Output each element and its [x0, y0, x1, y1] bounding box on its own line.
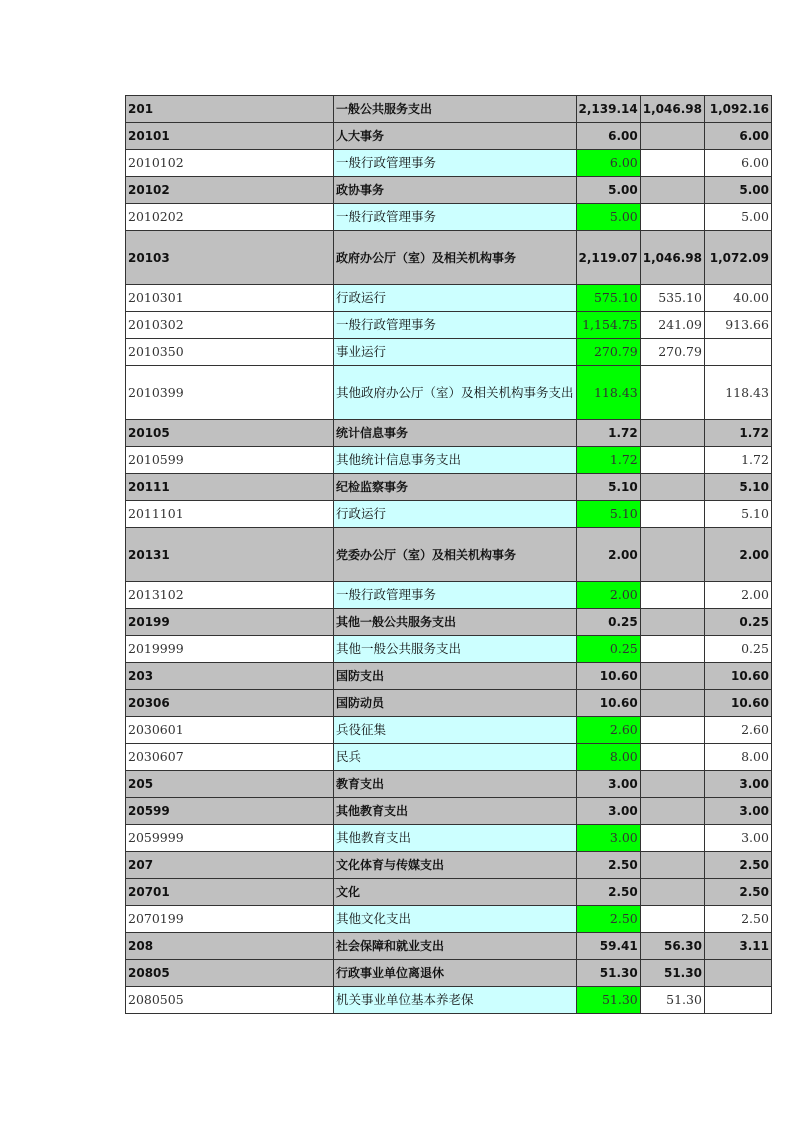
name-cell: 教育支出 [334, 771, 577, 798]
total-cell: 2.00 [576, 582, 640, 609]
basic-cell [640, 663, 704, 690]
basic-cell: 51.30 [640, 960, 704, 987]
total-cell: 0.25 [576, 609, 640, 636]
item-row [126, 744, 772, 771]
total-cell: 1,154.75 [576, 312, 640, 339]
total-cell: 6.00 [576, 150, 640, 177]
name-cell: 政府办公厅（室）及相关机构事务 [334, 231, 577, 285]
basic-cell [640, 420, 704, 447]
name-cell: 人大事务 [334, 123, 577, 150]
project-cell: 3.00 [704, 825, 771, 852]
category-row [126, 798, 772, 825]
total-cell: 118.43 [576, 366, 640, 420]
total-cell: 575.10 [576, 285, 640, 312]
item-row [126, 825, 772, 852]
total-cell: 59.41 [576, 933, 640, 960]
category-row [126, 474, 772, 501]
total-cell: 5.10 [576, 501, 640, 528]
item-row [126, 501, 772, 528]
category-row [126, 177, 772, 204]
category-row [126, 771, 772, 798]
category-row [126, 231, 772, 285]
total-cell: 2.50 [576, 852, 640, 879]
total-cell: 2,119.07 [576, 231, 640, 285]
name-cell: 机关事业单位基本养老保 [334, 987, 577, 1014]
name-cell: 一般行政管理事务 [334, 204, 577, 231]
project-cell: 2.50 [704, 906, 771, 933]
budget-table [125, 95, 772, 1014]
project-cell: 2.00 [704, 582, 771, 609]
name-cell: 文化 [334, 879, 577, 906]
item-row [126, 366, 772, 420]
category-row [126, 420, 772, 447]
project-cell: 1,072.09 [704, 231, 771, 285]
name-cell: 一般行政管理事务 [334, 312, 577, 339]
total-cell: 1.72 [576, 420, 640, 447]
code-cell: 2080505 [126, 987, 334, 1014]
code-cell: 2010102 [126, 150, 334, 177]
basic-cell: 535.10 [640, 285, 704, 312]
item-row [126, 285, 772, 312]
name-cell: 其他一般公共服务支出 [334, 609, 577, 636]
name-cell: 事业运行 [334, 339, 577, 366]
item-row [126, 987, 772, 1014]
project-cell [704, 987, 771, 1014]
project-cell: 1.72 [704, 447, 771, 474]
code-cell: 2030607 [126, 744, 334, 771]
item-row [126, 582, 772, 609]
code-cell: 20701 [126, 879, 334, 906]
basic-cell [640, 501, 704, 528]
category-row [126, 852, 772, 879]
name-cell: 其他政府办公厅（室）及相关机构事务支出 [334, 366, 577, 420]
total-cell: 5.00 [576, 177, 640, 204]
name-cell: 其他教育支出 [334, 798, 577, 825]
project-cell: 6.00 [704, 150, 771, 177]
code-cell: 208 [126, 933, 334, 960]
basic-cell [640, 528, 704, 582]
project-cell [704, 960, 771, 987]
project-cell: 118.43 [704, 366, 771, 420]
category-row [126, 96, 772, 123]
total-cell: 0.25 [576, 636, 640, 663]
code-cell: 20105 [126, 420, 334, 447]
category-row [126, 528, 772, 582]
category-row [126, 933, 772, 960]
project-cell: 5.00 [704, 177, 771, 204]
project-cell: 2.50 [704, 879, 771, 906]
name-cell: 一般行政管理事务 [334, 150, 577, 177]
code-cell: 2019999 [126, 636, 334, 663]
category-row [126, 123, 772, 150]
item-row [126, 204, 772, 231]
total-cell: 10.60 [576, 663, 640, 690]
code-cell: 2010599 [126, 447, 334, 474]
code-cell: 205 [126, 771, 334, 798]
name-cell: 统计信息事务 [334, 420, 577, 447]
name-cell: 一般公共服务支出 [334, 96, 577, 123]
total-cell: 5.10 [576, 474, 640, 501]
category-row [126, 609, 772, 636]
total-cell: 2.00 [576, 528, 640, 582]
total-cell: 3.00 [576, 798, 640, 825]
total-cell: 2.60 [576, 717, 640, 744]
code-cell: 2011101 [126, 501, 334, 528]
total-cell: 8.00 [576, 744, 640, 771]
code-cell: 2010301 [126, 285, 334, 312]
name-cell: 行政事业单位离退休 [334, 960, 577, 987]
name-cell: 民兵 [334, 744, 577, 771]
name-cell: 其他统计信息事务支出 [334, 447, 577, 474]
name-cell: 一般行政管理事务 [334, 582, 577, 609]
code-cell: 20111 [126, 474, 334, 501]
basic-cell [640, 690, 704, 717]
project-cell [704, 339, 771, 366]
item-row [126, 636, 772, 663]
name-cell: 国防动员 [334, 690, 577, 717]
total-cell: 5.00 [576, 204, 640, 231]
project-cell: 5.00 [704, 204, 771, 231]
name-cell: 行政运行 [334, 285, 577, 312]
code-cell: 203 [126, 663, 334, 690]
name-cell: 党委办公厅（室）及相关机构事务 [334, 528, 577, 582]
basic-cell: 1,046.98 [640, 231, 704, 285]
basic-cell [640, 582, 704, 609]
basic-cell [640, 447, 704, 474]
basic-cell [640, 123, 704, 150]
code-cell: 20599 [126, 798, 334, 825]
name-cell: 行政运行 [334, 501, 577, 528]
basic-cell: 270.79 [640, 339, 704, 366]
code-cell: 2013102 [126, 582, 334, 609]
code-cell: 20101 [126, 123, 334, 150]
item-row [126, 312, 772, 339]
code-cell: 20805 [126, 960, 334, 987]
basic-cell: 51.30 [640, 987, 704, 1014]
code-cell: 2010350 [126, 339, 334, 366]
item-row [126, 339, 772, 366]
project-cell: 0.25 [704, 609, 771, 636]
project-cell: 2.00 [704, 528, 771, 582]
project-cell: 6.00 [704, 123, 771, 150]
item-row [126, 906, 772, 933]
project-cell: 5.10 [704, 474, 771, 501]
name-cell: 兵役征集 [334, 717, 577, 744]
name-cell: 政协事务 [334, 177, 577, 204]
basic-cell [640, 609, 704, 636]
total-cell: 2.50 [576, 906, 640, 933]
project-cell: 3.11 [704, 933, 771, 960]
name-cell: 国防支出 [334, 663, 577, 690]
item-row [126, 717, 772, 744]
basic-cell [640, 744, 704, 771]
basic-cell: 1,046.98 [640, 96, 704, 123]
category-row [126, 960, 772, 987]
name-cell: 纪检监察事务 [334, 474, 577, 501]
total-cell: 1.72 [576, 447, 640, 474]
category-row [126, 879, 772, 906]
project-cell: 0.25 [704, 636, 771, 663]
project-cell: 2.60 [704, 717, 771, 744]
total-cell: 3.00 [576, 771, 640, 798]
total-cell: 51.30 [576, 960, 640, 987]
basic-cell [640, 906, 704, 933]
project-cell: 3.00 [704, 798, 771, 825]
project-cell: 2.50 [704, 852, 771, 879]
item-row [126, 150, 772, 177]
name-cell: 其他一般公共服务支出 [334, 636, 577, 663]
project-cell: 1,092.16 [704, 96, 771, 123]
name-cell: 其他文化支出 [334, 906, 577, 933]
basic-cell [640, 879, 704, 906]
total-cell: 2,139.14 [576, 96, 640, 123]
code-cell: 2070199 [126, 906, 334, 933]
basic-cell [640, 474, 704, 501]
code-cell: 2010399 [126, 366, 334, 420]
name-cell: 社会保障和就业支出 [334, 933, 577, 960]
code-cell: 201 [126, 96, 334, 123]
project-cell: 913.66 [704, 312, 771, 339]
category-row [126, 663, 772, 690]
basic-cell [640, 852, 704, 879]
code-cell: 2010202 [126, 204, 334, 231]
basic-cell: 241.09 [640, 312, 704, 339]
total-cell: 51.30 [576, 987, 640, 1014]
project-cell: 8.00 [704, 744, 771, 771]
name-cell: 文化体育与传媒支出 [334, 852, 577, 879]
total-cell: 10.60 [576, 690, 640, 717]
budget-table-body [126, 96, 772, 1014]
basic-cell [640, 798, 704, 825]
basic-cell [640, 150, 704, 177]
code-cell: 20131 [126, 528, 334, 582]
project-cell: 40.00 [704, 285, 771, 312]
basic-cell [640, 366, 704, 420]
code-cell: 20102 [126, 177, 334, 204]
code-cell: 2059999 [126, 825, 334, 852]
name-cell: 其他教育支出 [334, 825, 577, 852]
code-cell: 207 [126, 852, 334, 879]
category-row [126, 690, 772, 717]
basic-cell [640, 717, 704, 744]
code-cell: 2030601 [126, 717, 334, 744]
total-cell: 6.00 [576, 123, 640, 150]
basic-cell [640, 204, 704, 231]
code-cell: 2010302 [126, 312, 334, 339]
total-cell: 2.50 [576, 879, 640, 906]
code-cell: 20306 [126, 690, 334, 717]
basic-cell [640, 636, 704, 663]
basic-cell [640, 825, 704, 852]
project-cell: 5.10 [704, 501, 771, 528]
total-cell: 3.00 [576, 825, 640, 852]
basic-cell [640, 177, 704, 204]
code-cell: 20103 [126, 231, 334, 285]
total-cell: 270.79 [576, 339, 640, 366]
basic-cell [640, 771, 704, 798]
code-cell: 20199 [126, 609, 334, 636]
project-cell: 1.72 [704, 420, 771, 447]
project-cell: 3.00 [704, 771, 771, 798]
item-row [126, 447, 772, 474]
basic-cell: 56.30 [640, 933, 704, 960]
project-cell: 10.60 [704, 690, 771, 717]
project-cell: 10.60 [704, 663, 771, 690]
